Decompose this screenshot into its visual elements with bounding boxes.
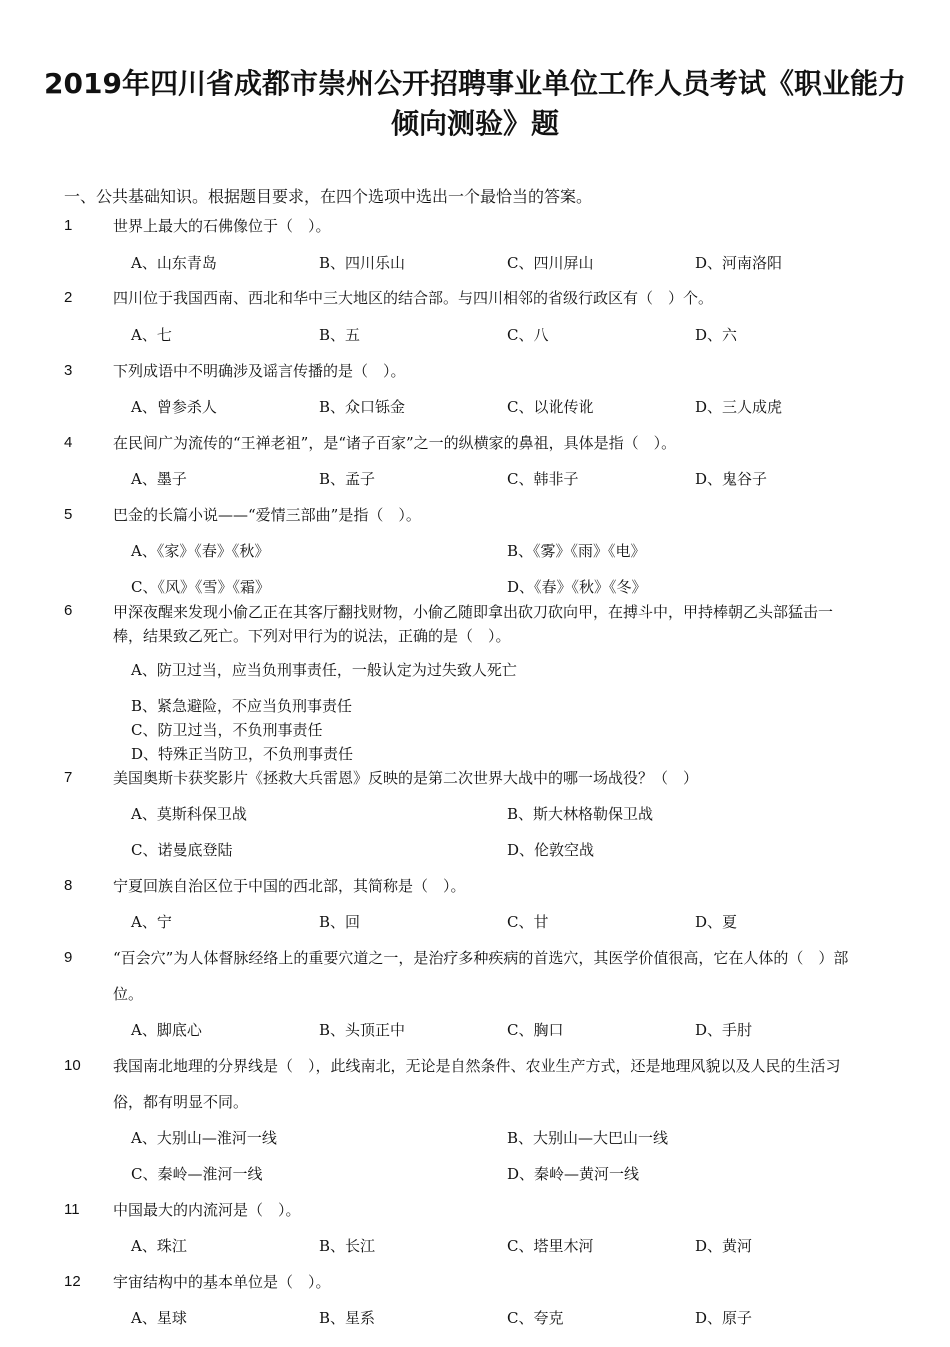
option-c: C、以讹传讹 [507, 398, 594, 416]
option-b: B、四川乐山 [319, 254, 406, 272]
document-title: 2019年四川省成都市崇州公开招聘事业单位工作人员考试《职业能力倾向测验》题 [44, 67, 906, 140]
option-a: A、山东青岛 [131, 254, 217, 272]
option-c: C、四川屏山 [507, 254, 594, 272]
question-text: 宁夏回族自治区位于中国的西北部，其简称是（ ）。 [113, 877, 466, 895]
option-b: B、紧急避险，不应当负刑事责任 [131, 697, 353, 715]
option-d: D、伦敦空战 [507, 841, 595, 859]
option-a: A、星球 [131, 1309, 187, 1327]
question-number: 7 [64, 769, 73, 786]
option-b: B、《雾》《雨》《电》 [507, 542, 646, 560]
option-a: A、脚底心 [131, 1021, 202, 1039]
question-number: 3 [64, 362, 73, 379]
option-d: D、六 [695, 326, 738, 344]
option-a: A、莫斯科保卫战 [131, 805, 247, 823]
option-a: A、珠江 [131, 1237, 187, 1255]
option-d: D、特殊正当防卫，不负刑事责任 [131, 745, 354, 763]
option-c: C、塔里木河 [507, 1237, 594, 1255]
option-c: C、甘 [507, 913, 549, 931]
question-text: 四川位于我国西南、西北和华中三大地区的结合部。与四川相邻的省级行政区有（ ）个。 [113, 289, 714, 307]
question-text: 世界上最大的石佛像位于（ ）。 [113, 217, 331, 235]
option-a: A、大别山—淮河一线 [131, 1129, 277, 1147]
option-d: D、黄河 [695, 1237, 753, 1255]
question-text: 中国最大的内流河是（ ）。 [113, 1201, 301, 1219]
question-number: 11 [64, 1201, 80, 1218]
option-a: A、《家》《春》《秋》 [131, 542, 270, 560]
question-number: 5 [64, 506, 73, 523]
question-text: 在民间广为流传的“王禅老祖”，是“诸子百家”之一的纵横家的鼻祖，具体是指（ ）。 [113, 434, 677, 452]
question-number: 6 [64, 602, 73, 619]
option-c: C、秦岭—淮河一线 [131, 1165, 263, 1183]
option-d: D、河南洛阳 [695, 254, 783, 272]
option-a: A、防卫过当，应当负刑事责任，一般认定为过失致人死亡 [131, 661, 517, 679]
option-d: D、《春》《秋》《冬》 [507, 578, 647, 596]
question-text: 宇宙结构中的基本单位是（ ）。 [113, 1273, 331, 1291]
question-text: “百会穴”为人体督脉经络上的重要穴道之一，是治疗多种疾病的首选穴，其医学价值很高，它在人体的（ ）部位。 [113, 949, 849, 1003]
option-b: B、孟子 [319, 470, 376, 488]
question-text: 美国奥斯卡获奖影片《拯救大兵雷恩》反映的是第二次世界大战中的哪一场战役？（ ） [113, 769, 699, 787]
question-number: 4 [64, 434, 73, 451]
option-d: D、三人成虎 [695, 398, 783, 416]
question-number: 2 [64, 289, 73, 306]
question-text: 我国南北地理的分界线是（ ），此线南北，无论是自然条件、农业生产方式，还是地理风貌以及人民的生活习俗，都有明显不同。 [113, 1057, 841, 1111]
option-a: A、宁 [131, 913, 172, 931]
option-a: A、曾参杀人 [131, 398, 217, 416]
option-d: D、秦岭—黄河一线 [507, 1165, 640, 1183]
question-number: 12 [64, 1273, 81, 1290]
question-text: 下列成语中不明确涉及谣言传播的是（ ）。 [113, 362, 406, 380]
option-b: B、斯大林格勒保卫战 [507, 805, 654, 823]
question-number: 10 [64, 1057, 81, 1074]
question-text: 巴金的长篇小说——“爱情三部曲”是指（ ）。 [113, 506, 421, 524]
option-b: B、五 [319, 326, 361, 344]
option-c: C、韩非子 [507, 470, 579, 488]
option-b: B、回 [319, 913, 361, 931]
option-a: A、七 [131, 326, 172, 344]
option-c: C、胸口 [507, 1021, 564, 1039]
option-d: D、原子 [695, 1309, 753, 1327]
option-c: C、诺曼底登陆 [131, 841, 233, 859]
option-c: C、八 [507, 326, 549, 344]
option-c: C、《风》《雪》《霜》 [131, 578, 270, 596]
option-b: B、长江 [319, 1237, 376, 1255]
option-b: B、星系 [319, 1309, 376, 1327]
section-heading: 一、公共基础知识。根据题目要求，在四个选项中选出一个最恰当的答案。 [64, 187, 593, 206]
question-text: 甲深夜醒来发现小偷乙正在其客厅翻找财物，小偷乙随即拿出砍刀砍向甲，在搏斗中，甲持棒朝乙头部猛击一棒，结果致乙死亡。下列对甲行为的说法，正确的是（ ）。 [113, 603, 834, 645]
option-b: B、众口铄金 [319, 398, 406, 416]
option-d: D、鬼谷子 [695, 470, 768, 488]
option-d: D、手肘 [695, 1021, 753, 1039]
option-b: B、头顶正中 [319, 1021, 406, 1039]
question-number: 9 [64, 949, 73, 966]
option-d: D、夏 [695, 913, 738, 931]
option-c: C、防卫过当，不负刑事责任 [131, 721, 323, 739]
option-a: A、墨子 [131, 470, 187, 488]
question-number: 8 [64, 877, 73, 894]
question-number: 1 [64, 217, 73, 234]
option-c: C、夸克 [507, 1309, 564, 1327]
option-b: B、大别山—大巴山一线 [507, 1129, 669, 1147]
